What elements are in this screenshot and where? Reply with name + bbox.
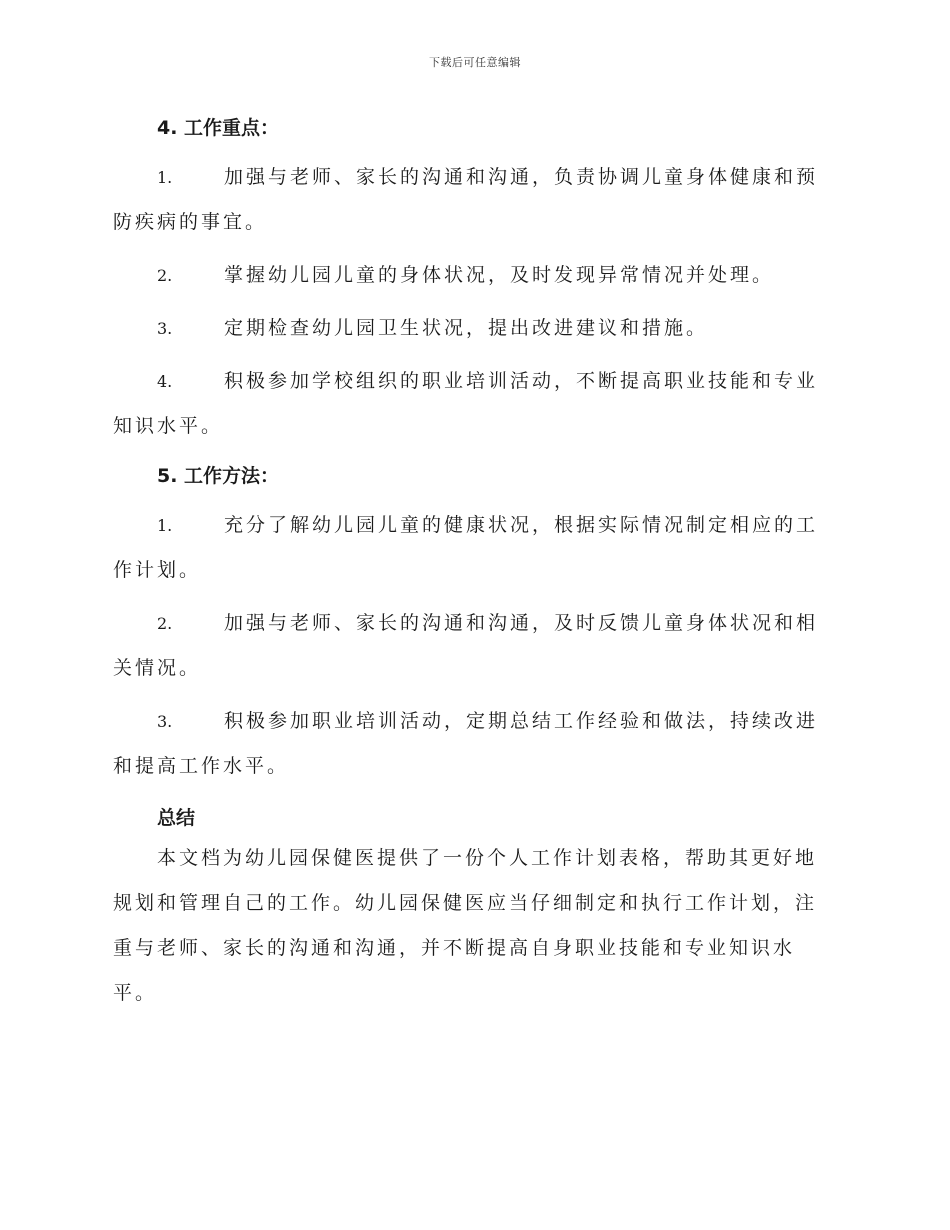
item-number: 2. [157, 266, 173, 285]
header-note: 下载后可任意编辑 [429, 56, 521, 69]
section-5-item-2 [113, 601, 833, 691]
section-4-item-4 [113, 359, 833, 449]
item-text: 掌握幼儿园儿童的身体状况，及时发现异常情况并处理。 [224, 264, 775, 286]
section-4-item-2 [113, 253, 833, 298]
document-content [113, 112, 833, 1016]
item-number: 2. [157, 614, 173, 633]
item-number: 3. [157, 319, 173, 338]
item-number: 3. [157, 712, 173, 731]
summary-paragraph: 本文档为幼儿园保健医提供了一份个人工作计划表格，帮助其更好地规划和管理自己的工作。幼儿园保健医应当仔细制定和执行工作计划，注重与老师、家长的沟通和沟通，并不断提高自身职业技能和专业知识水平。 [113, 847, 818, 1004]
section-5-item-1 [113, 503, 833, 593]
summary-heading: 总结 [157, 807, 196, 829]
item-text: 加强与老师、家长的沟通和沟通，及时反馈儿童身体状况和相关情况。 [113, 612, 819, 679]
item-text: 积极参加职业培训活动，定期总结工作经验和做法，持续改进和提高工作水平。 [113, 710, 819, 777]
section-5-heading: 5. 工作方法： [157, 465, 280, 487]
section-4-heading: 4. 工作重点： [157, 117, 280, 139]
item-text: 定期检查幼儿园卫生状况，提出改进建议和措施。 [224, 317, 709, 339]
item-text: 积极参加学校组织的职业培训活动，不断提高职业技能和专业知识水平。 [113, 370, 819, 437]
item-number: 1. [157, 168, 173, 187]
section-5-item-3 [113, 699, 833, 789]
item-text: 加强与老师、家长的沟通和沟通，负责协调儿童身体健康和预防疾病的事宜。 [113, 166, 819, 233]
section-4-item-1 [113, 155, 833, 245]
item-number: 4. [157, 372, 173, 391]
item-number: 1. [157, 516, 173, 535]
section-4-item-3 [113, 306, 833, 351]
item-text: 充分了解幼儿园儿童的健康状况，根据实际情况制定相应的工作计划。 [113, 514, 819, 581]
